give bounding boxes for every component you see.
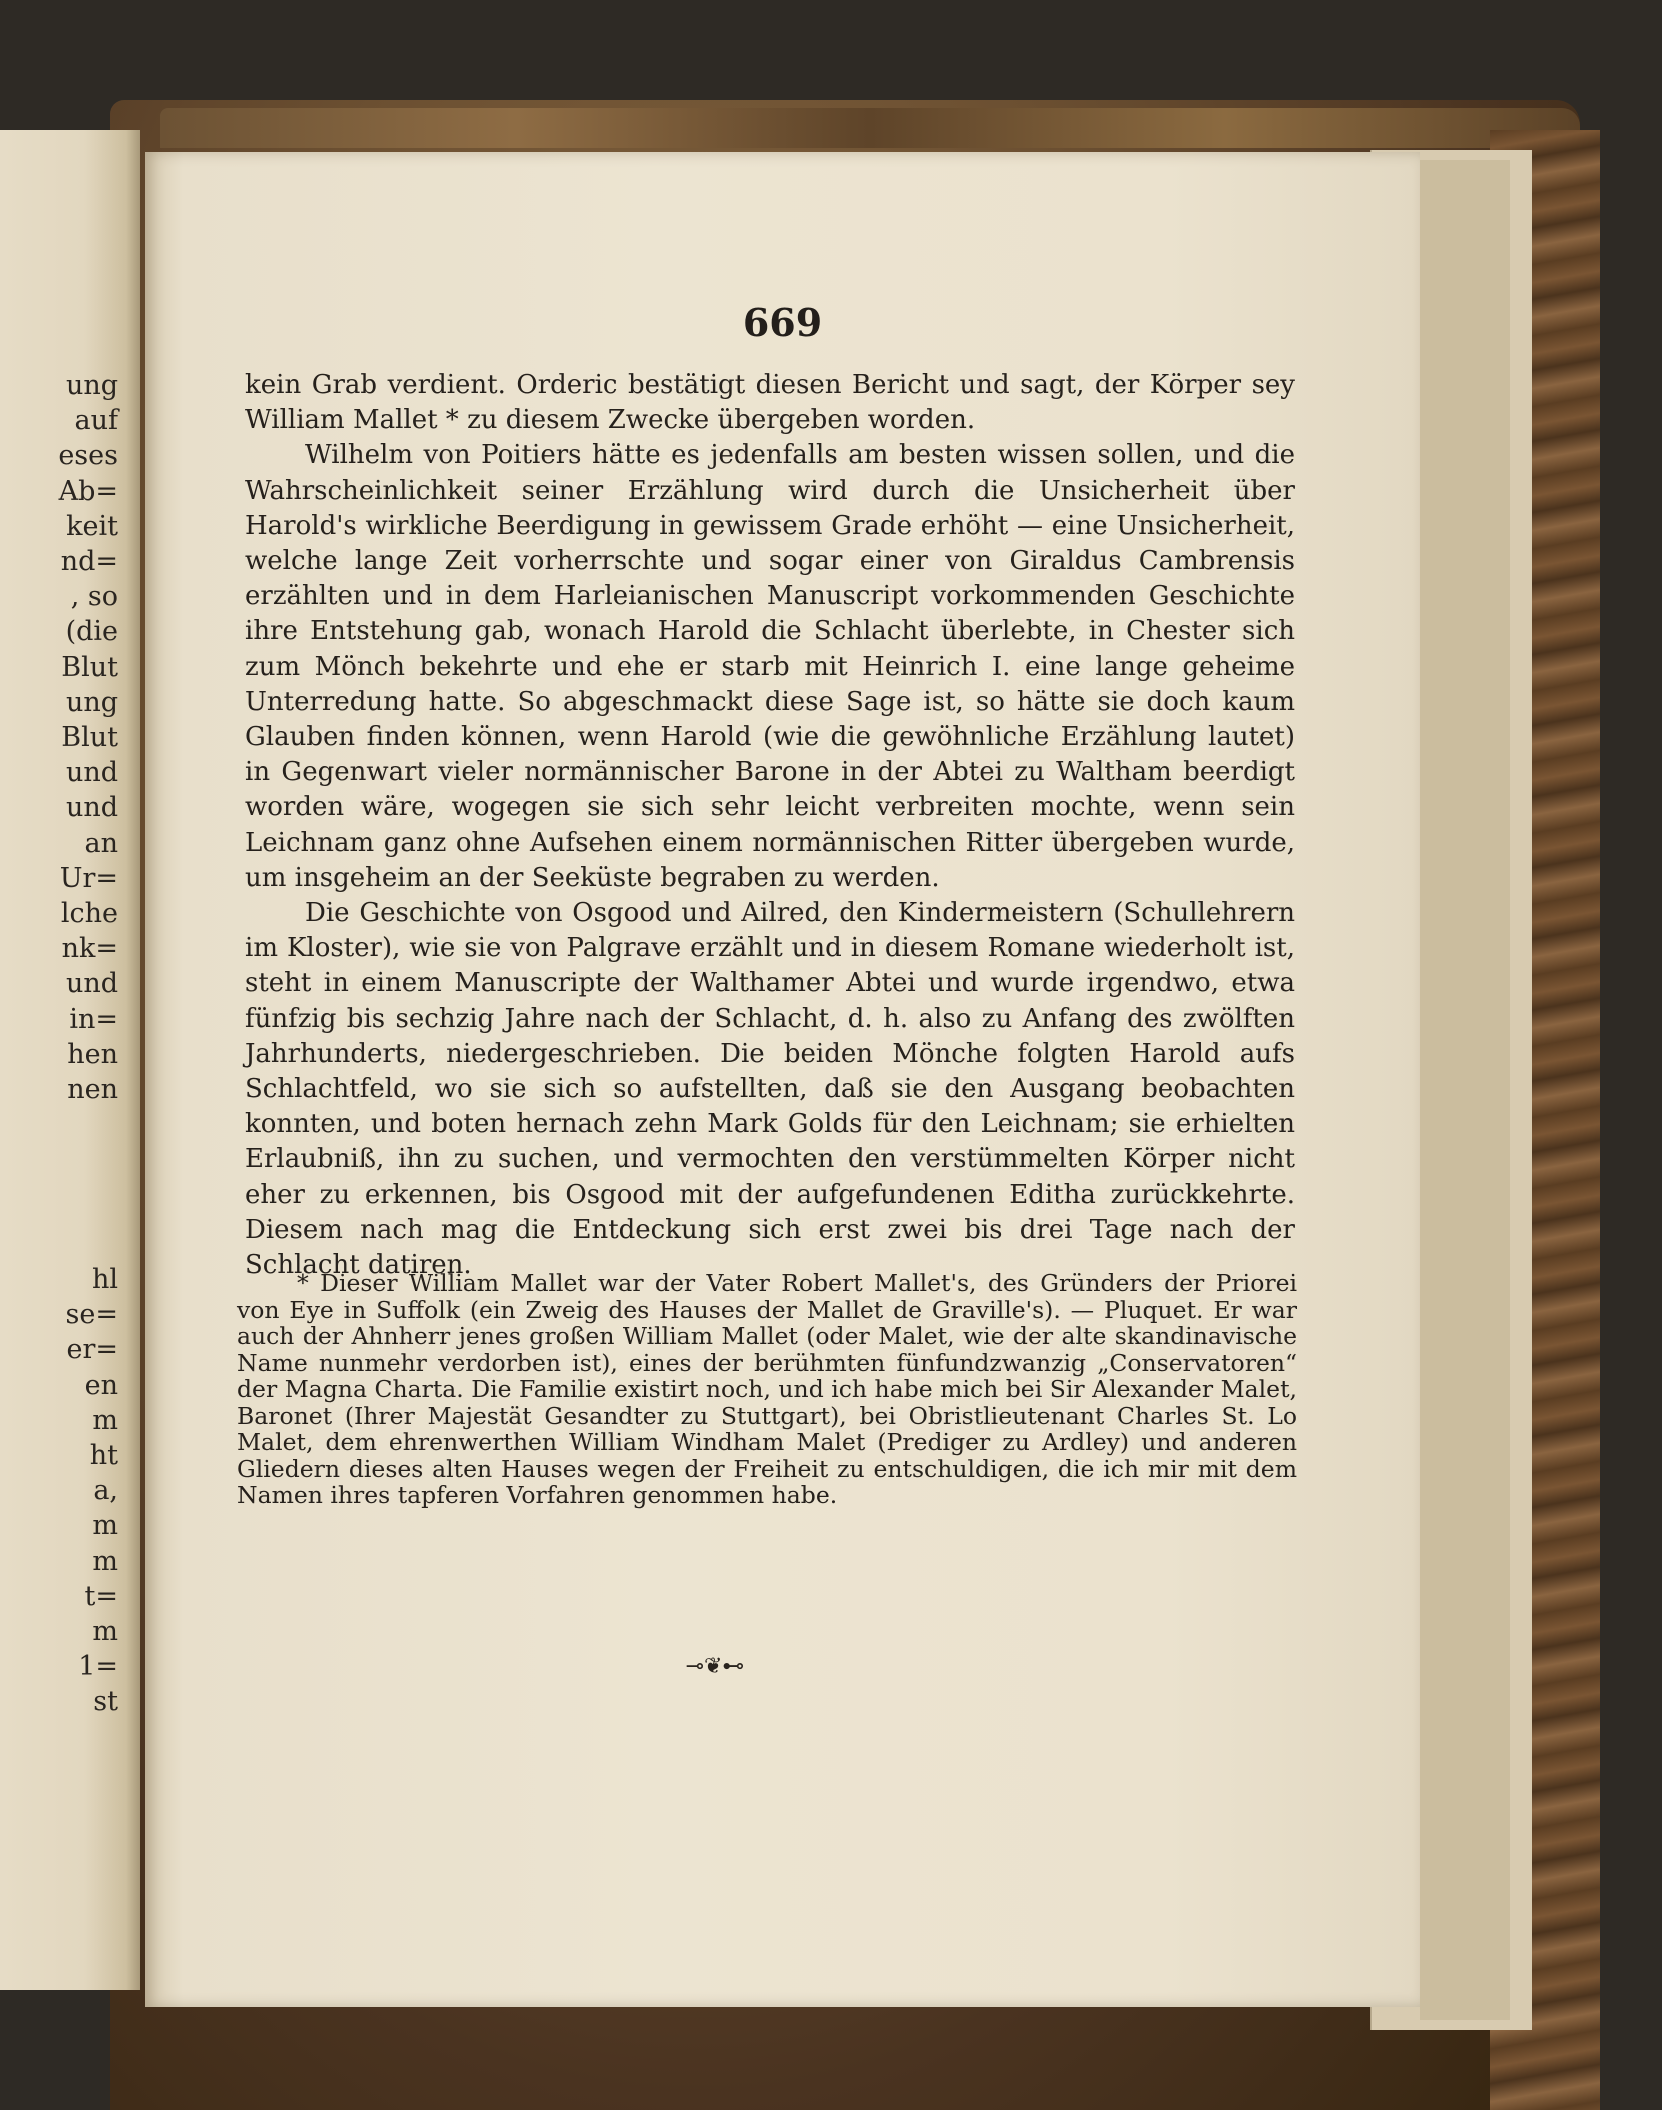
facing-page-text-fragment: m (92, 1404, 118, 1436)
facing-page-text-fragment: m (92, 1616, 118, 1647)
facing-page-text-fragment: hen (67, 1038, 118, 1070)
facing-page-left (0, 130, 140, 1990)
facing-page-text-fragment: hl (91, 1264, 118, 1295)
facing-page-text-fragment: und (65, 968, 118, 1000)
facing-page-text-fragment: Ab= (58, 475, 118, 507)
facing-page-text-fragment: an (84, 827, 118, 859)
cover-top-edge (160, 108, 1580, 148)
facing-page-text-fragment: keit (66, 510, 118, 542)
main-text (245, 368, 1295, 1283)
facing-page-text-fragment: lche (60, 898, 118, 929)
page-number: 669 (742, 300, 823, 345)
paragraph: kein Grab verdient. Orderic bestätigt diesen Bericht und sagt, der Körper sey William Mallet * zu diesem Zwecke übergeben worden. (245, 370, 1295, 436)
facing-page-text-fragment: ung (65, 686, 118, 718)
facing-page-text-fragment: (die (65, 616, 118, 648)
facing-page-text-fragment: ung (65, 370, 118, 401)
footnote-text: * Dieser William Mallet war der Vater Robert Mallet's, des Gründers der Priorei von Eye in Suffolk (ein Zweig des Hauses der Mallet de Graville's). — Pluquet. Er war auch der Ahnherr jenes großen William Mallet (oder Malet, wie der alte skandinavische Name nunmehr verdorben ist), eines der berühmten fünfundzwanzig „Conservatoren“ der Magna Charta. Die Familie existirt noch, und ich habe mich bei Sir Alexander Malet, Baronet (Ihrer Majestät Gesandter zu Stuttgart), bei Obristlieutenant Charles St. Lo Malet, dem ehrenwerthen William Windham Malet (Prediger zu Ardley) und anderen Gliedern dieses alten Hauses wegen der Freiheit zu entschuldigen, die ich mir mit dem Namen ihres tapferen Vorfahren genommen habe. (237, 1269, 1297, 1509)
facing-page-text-fragment: ht (89, 1440, 118, 1471)
facing-page-text-fragment: Ur= (59, 862, 118, 894)
book-page (145, 152, 1420, 2007)
facing-page-text-fragment: er= (66, 1334, 118, 1366)
paragraph: Wilhelm von Poitiers hätte es jedenfalls am besten wissen sollen, und die Wahrscheinlichkeit seiner Erzählung wird durch die Unsicherheit über Harold's wirkliche Beerdigung in gewissem Grade erhöht — eine Unsicherheit, welche lange Zeit vorherrschte und sogar einer von Giraldus Cambrensis erzählten und in dem Harleianischen Manuscript vorkommenden Geschichte ihre Entstehung gab, wonach Harold die Schlacht überlebte, in Chester sich zum Mönch bekehrte und ehe er starb mit Heinrich I. eine lange geheime Unterredung hatte. So abgeschmackt diese Sage ist, so hätte sie doch kaum Glauben finden können, wenn Harold (wie die gewöhnliche Erzählung lautet) in Gegenwart vieler normännischer Barone in der Abtei zu Waltham beerdigt worden wäre, wogegen sie sich sehr leicht verbreiten mochte, wenn sein Leichnam ganz ohne Aufsehen einem normännischen Ritter übergeben wurde, um insgeheim an der Seeküste begraben zu werden. (245, 440, 1295, 893)
facing-page-text-fragment: eses (58, 440, 118, 472)
facing-page-text-fragment: m (92, 1545, 118, 1577)
facing-page-text-fragment: und (65, 792, 118, 824)
facing-page-text-fragment: , so (70, 581, 118, 613)
facing-page-text-fragment: st (93, 1686, 118, 1718)
facing-page-text-fragment: t= (84, 1580, 118, 1612)
facing-page-text-fragment: nen (67, 1074, 118, 1105)
facing-page-text-fragment: en (84, 1369, 118, 1401)
facing-page-text-fragment: Blut (61, 651, 118, 683)
facing-page-text-fragment: 1= (78, 1651, 118, 1683)
facing-page-text-fragment: nk= (61, 933, 118, 965)
footnote (237, 1270, 1297, 1509)
facing-page-text-fragment: und (65, 757, 118, 789)
facing-page-text-fragment: Blut (61, 722, 118, 753)
facing-page-text-fragment: in= (69, 1003, 118, 1035)
paragraph: Die Geschichte von Osgood und Ailred, den Kindermeistern (Schullehrern im Kloster), wie sie von Palgrave erzählt und in diesem Romane wiederholt ist, steht in einem Manuscripte der Walthamer Abtei und wurde irgendwo, etwa fünfzig bis sechzig Jahre nach der Schlacht, d. h. also zu Anfang des zwölften Jahrhunderts, niedergeschrieben. Die beiden Mönche folgten Harold aufs Schlachtfeld, wo sie sich so aufstellten, daß sie den Ausgang beobachten konnten, und boten hernach zehn Mark Golds für den Leichnam; sie erhielten Erlaubniß, ihn zu suchen, und vermochten den verstümmelten Körper nicht eher zu erkennen, bis Osgood mit der aufgefundenen Editha zurückkehrte. Diesem nach mag die Entdeckung sich erst zwei bis drei Tage nach der Schlacht datiren. (245, 898, 1295, 1281)
facing-page-text-fragment: a, (93, 1475, 118, 1507)
facing-page-text-fragment: auf (74, 405, 118, 437)
end-ornament: ⊸❦⊷ (685, 1654, 745, 1679)
facing-page-text-fragment: nd= (60, 546, 118, 577)
facing-page-text-fragment: m (92, 1510, 118, 1542)
facing-page-text-fragment: se= (65, 1299, 118, 1331)
page-stack-edge-inner (1420, 160, 1510, 2020)
